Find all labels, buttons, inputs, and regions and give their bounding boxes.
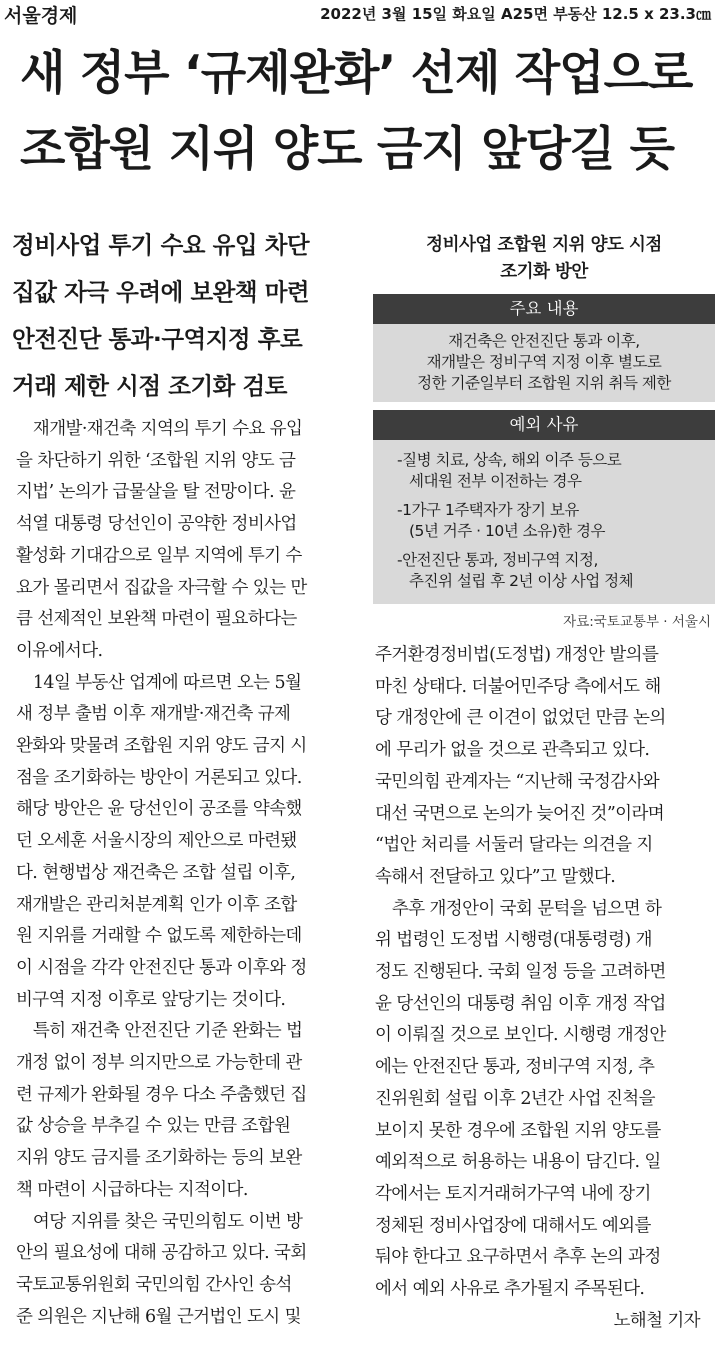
reporter-byline: 노해철 기자 [613, 1310, 700, 1331]
headline-line: 조합원 지위 양도 금지 앞당길 듯 [20, 122, 675, 177]
body-text-line: 정체된 정비사업장에 대해서도 예외를 [375, 1215, 651, 1236]
main-content-line: 재건축은 안전진단 통과 이후, [448, 332, 640, 350]
body-text-line: 석열 대통령 당선인이 공약한 정비사업 [16, 514, 297, 535]
body-text-line: 이 시점을 각각 안전진단 통과 이후와 정 [16, 957, 307, 978]
body-text-line: 을 차단하기 위한 ‘조합원 지위 양도 금 [16, 450, 296, 471]
body-text-line: 에서 예외 사유로 추가될지 주목된다. [375, 1279, 645, 1300]
exception-line: (5년 거주 · 10년 소유)한 경우 [409, 522, 605, 540]
body-text-line: 큼 선제적인 보완책 마련이 필요하다는 [16, 609, 297, 630]
body-text-line: 준 의원은 지난해 6월 근거법인 도시 및 [16, 1306, 301, 1327]
info-box-title [373, 232, 715, 286]
masthead [4, 0, 715, 26]
body-text-line: 던 오세훈 서울시장의 제안으로 마련됐 [16, 831, 297, 852]
body-text-line: 원 지위를 거래할 수 없도록 제한하는데 [16, 926, 302, 947]
body-text-line: 국민의힘 관계자는 “지난해 국정감사와 [375, 771, 660, 792]
body-text-line: 재개발은 관리처분계획 인가 이후 조합 [16, 894, 297, 915]
body-text-line: 국토교통위원회 국민의힘 간사인 송석 [16, 1274, 292, 1295]
body-text-line: 다. 현행법상 재건축은 조합 설립 이후, [16, 862, 296, 883]
body-text-line: 개정 없이 정부 의지만으로 가능한데 관 [16, 1053, 302, 1074]
article-body-right [375, 640, 710, 1337]
body-text-line: 각에서는 토지거래허가구역 내에 장기 [375, 1183, 651, 1204]
body-text-line: 완화와 맞물려 조합원 지위 양도 금지 시 [16, 736, 307, 757]
body-text-line: 해당 방안은 윤 당선인이 공조를 약속했 [16, 799, 302, 820]
body-text-line: 활성화 기대감으로 일부 지역에 투기 수 [16, 545, 302, 566]
body-text-line: 예외적으로 허용하는 내용이 담긴다. 일 [375, 1152, 661, 1173]
body-text-line: 특히 재건축 안전진단 기준 완화는 법 [16, 1021, 303, 1042]
body-text-line: 속해서 전달하고 있다”고 말했다. [375, 866, 616, 887]
body-text-line: 윤 당선인의 대통령 취임 이후 개정 작업 [375, 993, 666, 1014]
body-text-line: 당 개정안에 큰 이견이 없었던 만큼 논의 [375, 708, 666, 729]
main-content-panel [373, 324, 715, 402]
subheading-line: 정비사업 투기 수요 유입 차단 [12, 231, 310, 259]
body-text-line: 14일 부동산 업계에 따르면 오는 5월 [16, 672, 302, 693]
exception-item [397, 500, 709, 542]
exception-label: 예외 사유 [373, 410, 715, 440]
body-text-line: 점을 조기화하는 방안이 거론되고 있다. [16, 767, 302, 788]
info-box [373, 232, 715, 630]
exception-line: 추진위 설립 후 2년 이상 사업 정체 [409, 572, 634, 590]
main-content-label: 주요 내용 [373, 294, 715, 324]
article-body-left [16, 414, 346, 1333]
body-text-line: 주거환경정비법(도정법) 개정안 발의를 [375, 645, 659, 665]
body-text-line: 보이지 못한 경우에 조합원 지위 양도를 [375, 1120, 661, 1141]
exception-line: -질병 치료, 상속, 해외 이주 등으로 [397, 451, 622, 469]
exception-line: -안전진단 통과, 정비구역 지정, [397, 551, 598, 569]
body-text-line: 에 무리가 없을 것으로 관측되고 있다. [375, 740, 650, 761]
body-text-line: 지법’ 논의가 급물살을 탈 전망이다. 윤 [16, 482, 296, 503]
exception-line: 세대원 전부 이전하는 경우 [409, 472, 582, 490]
body-text-line: 책 마련이 시급하다는 지적이다. [16, 1179, 248, 1200]
body-text-line: 안의 필요성에 대해 공감하고 있다. 국회 [16, 1243, 307, 1264]
info-box-source: 자료:국토교통부 · 서울시 [563, 614, 711, 630]
body-text-line: 값 상승을 부추길 수 있는 만큼 조합원 [16, 1116, 291, 1137]
subheading-line: 집값 자극 우려에 보완책 마련 [12, 278, 310, 306]
body-text-line: 이유에서다. [16, 640, 103, 661]
body-text-line: 위 법령인 도정법 시행령(대통령령) 개 [375, 930, 652, 951]
body-text-line: “법안 처리를 서둘러 달라는 의견을 지 [375, 835, 653, 856]
subheading-line: 거래 제한 시점 조기화 검토 [12, 372, 287, 400]
body-text-line: 새 정부 출범 이후 재개발·재건축 규제 [16, 704, 291, 725]
main-content-line: 재개발은 정비구역 지정 이후 별도로 [426, 353, 662, 371]
subheading-line: 안전진단 통과·구역지정 후로 [12, 325, 303, 353]
body-text-line: 진위원회 설립 이후 2년간 사업 진척을 [375, 1088, 655, 1109]
body-text-line: 둬야 한다고 요구하면서 추후 논의 과정 [375, 1247, 661, 1268]
body-text-line: 마친 상태다. 더불어민주당 측에서도 해 [375, 676, 661, 697]
exception-item [397, 550, 709, 592]
exception-panel [373, 440, 715, 604]
info-box-title-line: 조기화 방안 [500, 262, 588, 282]
body-text-line: 련 규제가 완화될 경우 다소 주춤했던 집 [16, 1084, 307, 1105]
body-text-line: 재개발·재건축 지역의 투기 수요 유입 [16, 419, 303, 439]
headline [20, 36, 710, 188]
body-text-line: 정도 진행된다. 국회 일정 등을 고려하면 [375, 962, 666, 983]
issue-info: 2022년 3월 15일 화요일 A25면 부동산 12.5 x 23.3㎝ [320, 5, 711, 23]
body-text-line: 요가 몰리면서 집값을 자극할 수 있는 만 [16, 577, 307, 598]
subheadings [12, 222, 352, 410]
headline-line: 새 정부 ‘규제완화’ 선제 작업으로 [20, 46, 693, 101]
body-text-line: 추후 개정안이 국회 문턱을 넘으면 하 [375, 898, 662, 919]
exception-item [397, 450, 709, 492]
body-text-line: 비구역 지정 이후로 앞당기는 것이다. [16, 989, 286, 1010]
body-text-line: 이 이뤄질 것으로 보인다. 시행령 개정안 [375, 1025, 666, 1046]
body-text-line: 대선 국면으로 논의가 늦어진 것”이라며 [375, 803, 665, 824]
exception-line: -1가구 1주택자가 장기 보유 [397, 501, 579, 519]
newspaper-name: 서울경제 [4, 5, 78, 27]
info-box-title-line: 정비사업 조합원 지위 양도 시점 [426, 235, 662, 255]
body-text-line: 지위 양도 금지를 조기화하는 등의 보완 [16, 1148, 302, 1169]
body-text-line: 에는 안전진단 통과, 정비구역 지정, 추 [375, 1057, 655, 1078]
main-content-line: 정한 기준일부터 조합원 지위 취득 제한 [417, 374, 671, 392]
body-text-line: 여당 지위를 찾은 국민의힘도 이번 방 [16, 1211, 303, 1232]
